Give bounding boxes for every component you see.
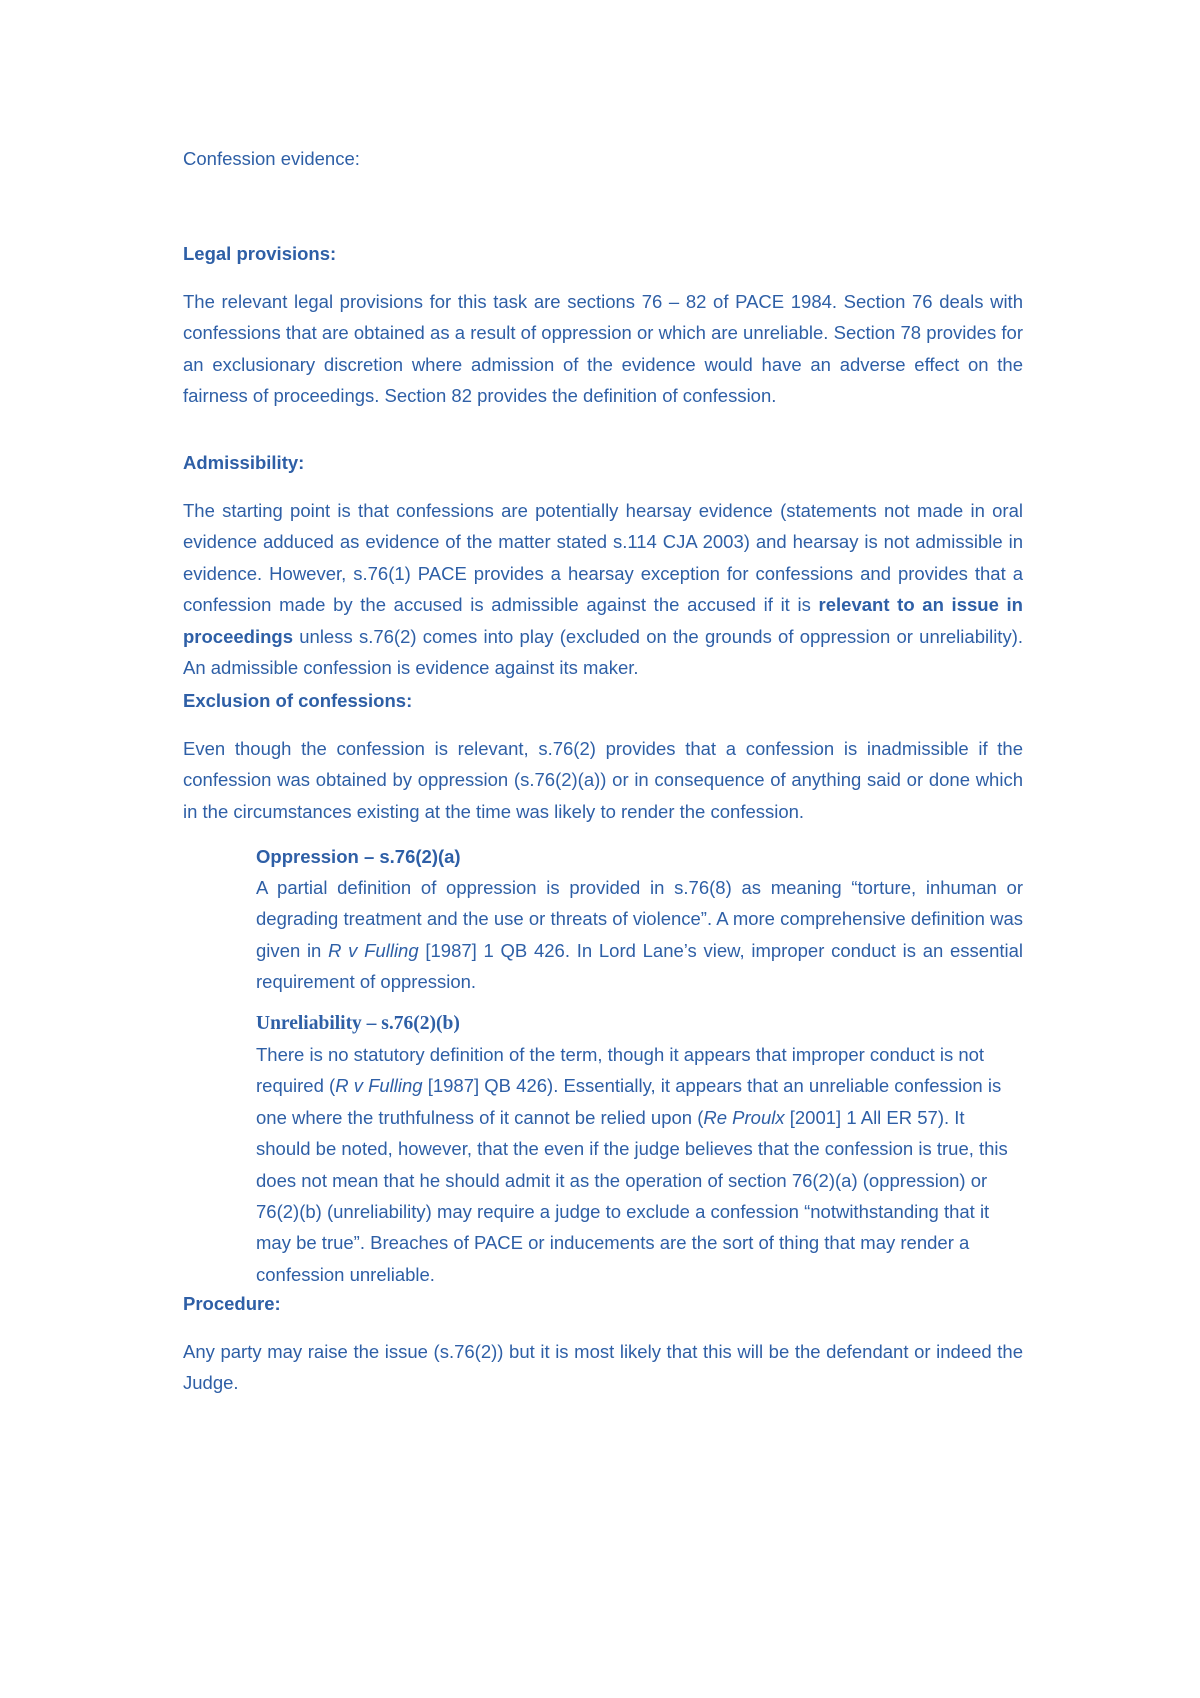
oppression-section — [256, 841, 1023, 998]
unreliability-text-c: [2001] 1 All ER 57). It should be noted, however, that the even if the judge believes that the confession is true, this does not mean that he should admit it as the operation of section 76(2)(a) (oppression) or 76(2)(b) (unreliability) may require a judge to exclude a confession “notwithstanding that it may be true”. Breaches of PACE or inducements are the sort of thing that may render a confession unreliable. — [256, 1106, 1008, 1285]
admissibility-text-a: The starting point is that confessions are potentially hearsay evidence (statements not made in oral evidence adduced as evidence of the matter stated s.114 CJA 2003) and hearsay is not admissible in evidence. However, s.76(1) PACE provides a hearsay exception for confessions and provides that a confession made by the accused is admissible against the accused if it is — [183, 500, 1023, 616]
unreliability-heading: Unreliability – s.76(2)(b) — [256, 1013, 460, 1034]
oppression-text-b: [1987] 1 QB 426. In Lord Lane’s view, improper conduct is an essential requirement of oppression. — [256, 939, 1024, 993]
oppression-text-a: A partial definition of oppression is provided in s.76(8) as meaning “torture, inhuman or degrading treatment and the use or threats of violence”. A more comprehensive definition was given in — [256, 877, 1023, 961]
exclusion-paragraph: Even though the confession is relevant, s.76(2) provides that a confession is inadmissible if the confession was obtained by oppression (s.76(2)(a)) or in consequence of anything said or done which in the circumstances existing at the time was likely to render the confession. — [183, 738, 1023, 822]
case-citation: R v Fulling — [335, 1075, 423, 1097]
legal-provisions-heading: Legal provisions: — [183, 243, 337, 264]
admissibility-paragraph — [183, 495, 1023, 683]
admissibility-heading: Admissibility: — [183, 452, 305, 473]
procedure-paragraph: Any party may raise the issue (s.76(2)) but it is most likely that this will be the defendant or indeed the Judge. — [183, 1341, 1023, 1394]
case-citation: R v Fulling — [328, 939, 419, 961]
admissibility-text-b: unless s.76(2) comes into play (excluded on the grounds of oppression or unreliability). An admissible confession is evidence against its maker. — [183, 625, 1023, 679]
case-citation: Re Proulx — [703, 1106, 785, 1128]
legal-provisions-paragraph: The relevant legal provisions for this task are sections 76 – 82 of PACE 1984. Section 76 deals with confessions that are obtained as a result of oppression or which are unreliable. Section 78 provides for an exclusionary discretion where admission of the evidence would have an adverse effect on the fairness of proceedings. Section 82 provides the definition of confession. — [183, 291, 1023, 407]
admissibility-emphasis: relevant to an issue in proceedings — [183, 594, 1023, 647]
document-title: Confession evidence: — [183, 148, 360, 169]
exclusion-heading: Exclusion of confessions: — [183, 690, 413, 711]
oppression-paragraph — [256, 872, 1023, 998]
unreliability-text-b: [1987] QB 426). Essentially, it appears that an unreliable confession is one where the truthfulness of it cannot be relied upon ( — [256, 1075, 1002, 1128]
oppression-heading: Oppression – s.76(2)(a) — [256, 846, 461, 867]
procedure-heading: Procedure: — [183, 1293, 281, 1314]
unreliability-section — [256, 1008, 1023, 1290]
unreliability-text-a: There is no statutory definition of the term, though it appears that improper conduct is not required ( — [256, 1044, 985, 1097]
unreliability-paragraph — [256, 1039, 1023, 1290]
